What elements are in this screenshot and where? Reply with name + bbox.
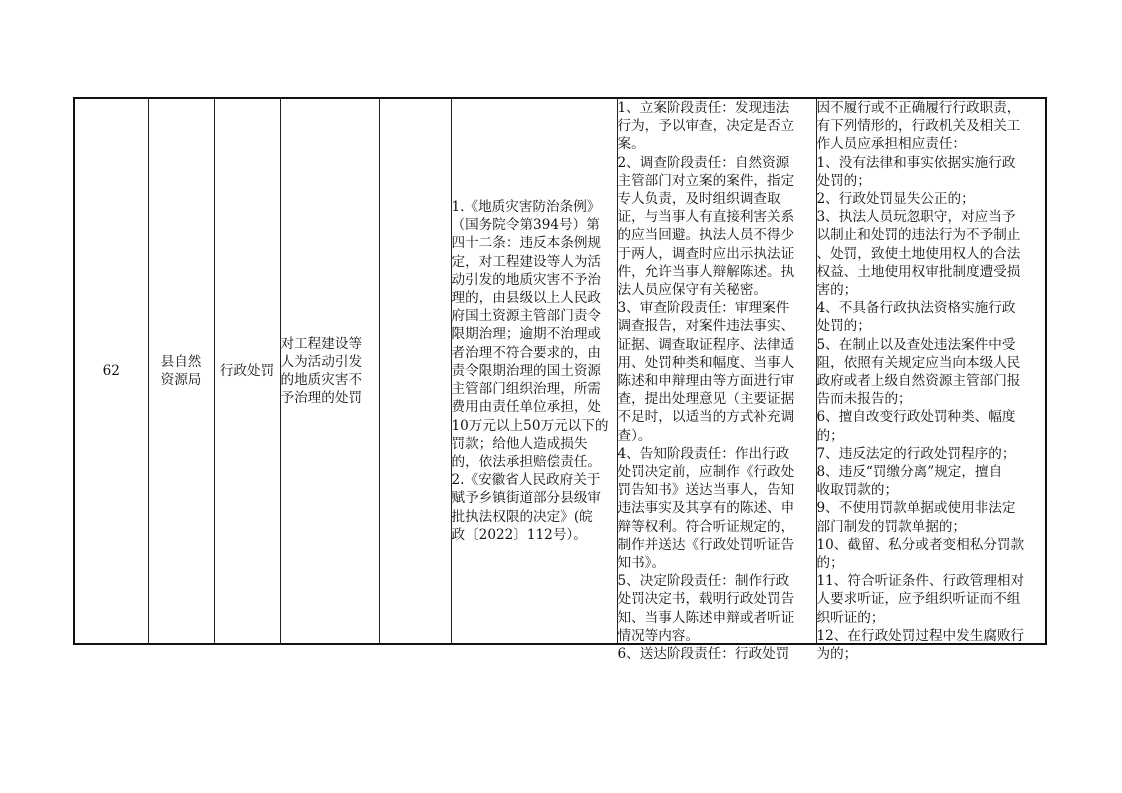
responsibility-line: 陈述和申辩理由等方面进行审 [617,373,795,390]
responsibility-line: 2、调查阶段责任：自然资源 [617,154,790,171]
responsibility-line: 情况等内容。 [617,627,700,644]
accountability-line: 12、在行政处罚过程中发生腐败行 [816,627,1025,644]
accountability-line: 害的； [816,282,858,299]
basis-line: 费用由责任单位承担，处 [451,399,602,416]
responsibility-line: 知书》。 [617,555,666,572]
accountability-line: 7、违反法定的行政处罚程序的； [816,445,1016,462]
responsibility-line: 的应当回避。执法人员不得少 [617,227,795,244]
accountability-line: 的； [816,555,844,572]
responsibility-line: 证，与当事人有直接利害关系 [617,209,795,226]
power-item-cell [280,98,379,644]
basis-line: 府国土资源主管部门责令 [451,308,602,325]
table-row [74,98,1046,644]
responsibility-line: 件，允许当事人辩解陈述。执 [617,263,795,280]
item-line: 的地质灾害不 [280,372,363,388]
basis-line: 定，对工程建设等人为活 [451,253,602,270]
accountability-line: 11、符合听证条件、行政管理相对 [816,573,1025,590]
responsibility-line: 证据、调查取证程序、法律适 [617,336,795,353]
responsibility-line: 1、立案阶段责任：发现违法 [617,100,790,116]
accountability-line: 的； [816,427,844,444]
accountability-line: 1、没有法律和事实依据实施行政 [816,154,1016,171]
responsibility-line: 辩等权利。符合听证规定的， [617,518,795,535]
accountability-line: 8、违反“罚缴分离”规定，擅自 [816,464,1003,481]
responsibility-line: 主管部门对立案的案件，指定 [617,172,795,189]
item-line: 对工程建设等 [280,335,363,352]
responsibility-line: 调查报告，对案件违法事实、 [617,318,795,335]
accountability-line: 部门制发的罚款单据的； [816,518,967,535]
power-type: 行政处罚 [219,362,275,379]
department-line: 资源局 [160,372,202,388]
responsibility-line: 处罚决定前，应制作《行政处 [617,464,795,481]
accountability-line: 2、行政处罚显失公正的； [816,191,975,208]
basis-line: 的，依法承担赔偿责任。 [451,453,602,470]
department-line: 县自然 [160,353,202,370]
responsibility-line: 处罚决定书，载明行政处罚告 [617,591,795,608]
responsibility-line: 罚告知书》送达当事人，告知 [617,482,795,499]
basis-line: 批执法权限的决定》(皖 [451,508,593,525]
item-line: 人为活动引发 [280,353,363,370]
accountability-line: 权益、土地使用权审批制度遭受损 [816,263,1021,280]
accountability-line: 3、执法人员玩忽职守，对应当予 [816,209,1016,226]
power-type-cell [214,98,280,644]
serial-number: 62 [102,362,120,379]
responsibility-line: 4、告知阶段责任：作出行政 [617,445,790,462]
basis-line: 四十二条：违反本条例规 [451,235,602,252]
responsibility-line: 知、当事人陈述申辩或者听证 [617,609,795,626]
accountability-line: 6、擅自改变行政处罚种类、幅度 [816,409,1016,426]
accountability-line: 以制止和处罚的违法行为不予制止 [816,227,1021,244]
accountability-line: 因不履行或不正确履行行政职责， [816,100,1021,116]
accountability-line: 、处罚，致使土地使用权人的合法 [816,245,1021,262]
basis-line: 罚款；给他人造成损失 [451,435,588,452]
accountability-line: 政府或者上级自然资源主管部门报 [816,373,1021,390]
responsibility-line: 查，提出处理意见（主要证据 [617,391,795,408]
basis-line: 主管部门组织治理，所需 [451,381,602,398]
responsibility-line: 法人员应保守有关秘密。 [617,282,768,299]
basis-line: 限期治理；逾期不治理或 [451,326,602,343]
accountability-line: 9、不使用罚款单据或使用非法定 [816,500,1016,517]
basis-line: 责令限期治理的国土资源 [451,362,602,379]
basis-line: 1.《地质灾害防治条例》 [451,199,601,216]
item-line: 予治理的处罚 [280,390,363,407]
basis-line: （国务院令第394号）第 [451,217,600,234]
accountability-line: 5、在制止以及查处违法案件中受 [816,336,1016,353]
accountability-line: 人要求听证，应予组织听证而不组 [816,591,1021,608]
responsibility-line: 违法事实及其享有的陈述、申 [617,500,795,517]
responsibility-line: 专人负责，及时组织调查取 [617,191,781,208]
responsibility-line: 不足时，以适当的方式补充调 [617,409,795,426]
accountability-line: 处罚的； [816,318,871,335]
responsibility-line: 用、处罚种类和幅度、当事人 [617,354,795,371]
accountability-line: 收取罚款的； [816,482,899,499]
sub-item-cell [379,98,451,644]
accountability-line: 4、不具备行政执法资格实施行政 [816,300,1016,317]
department-cell [148,98,214,644]
accountability-line: 处罚的； [816,172,871,189]
basis-line: 赋予乡镇街道部分县级审 [451,490,602,507]
accountability-line: 告而未报告的； [816,391,912,408]
basis-line: 动引发的地质灾害不予治 [451,271,602,288]
responsibility-cell [617,98,816,663]
responsibility-line: 5、决定阶段责任：制作行政 [617,573,790,590]
basis-line: 者治理不符合要求的，由 [451,344,602,361]
basis-line: 理的，由县级以上人民政 [451,290,602,307]
basis-line: 2.《安徽省人民政府关于 [451,472,601,489]
basis-line: 政〔2022〕112号）。 [451,526,587,543]
accountability-line: 作人员应承担相应责任： [816,136,967,153]
responsibility-line: 于两人，调查时应出示执法证 [617,245,795,262]
responsibility-line: 行为，予以审查，决定是否立 [617,118,795,135]
responsibility-line: 案。 [617,136,645,153]
accountability-line: 阻，依照有关规定应当向本级人民 [816,354,1021,371]
responsibility-line: 6、送达阶段责任：行政处罚 [617,646,790,663]
power-list-table [73,97,1047,663]
accountability-line: 为的； [816,646,858,663]
accountability-line: 10、截留、私分或者变相私分罚款 [816,536,1025,553]
accountability-cell [816,98,1046,663]
accountability-line: 织听证的； [816,609,885,626]
accountability-line: 有下列情形的，行政机关及相关工 [816,118,1021,135]
legal-basis-cell [451,98,617,644]
serial-number-cell [74,98,148,644]
basis-line: 10万元以上50万元以下的 [451,417,609,434]
responsibility-line: 3、审查阶段责任：审理案件 [617,300,790,317]
responsibility-line: 制作并送达《行政处罚听证告 [617,536,795,553]
responsibility-line: 查）。 [617,427,652,444]
